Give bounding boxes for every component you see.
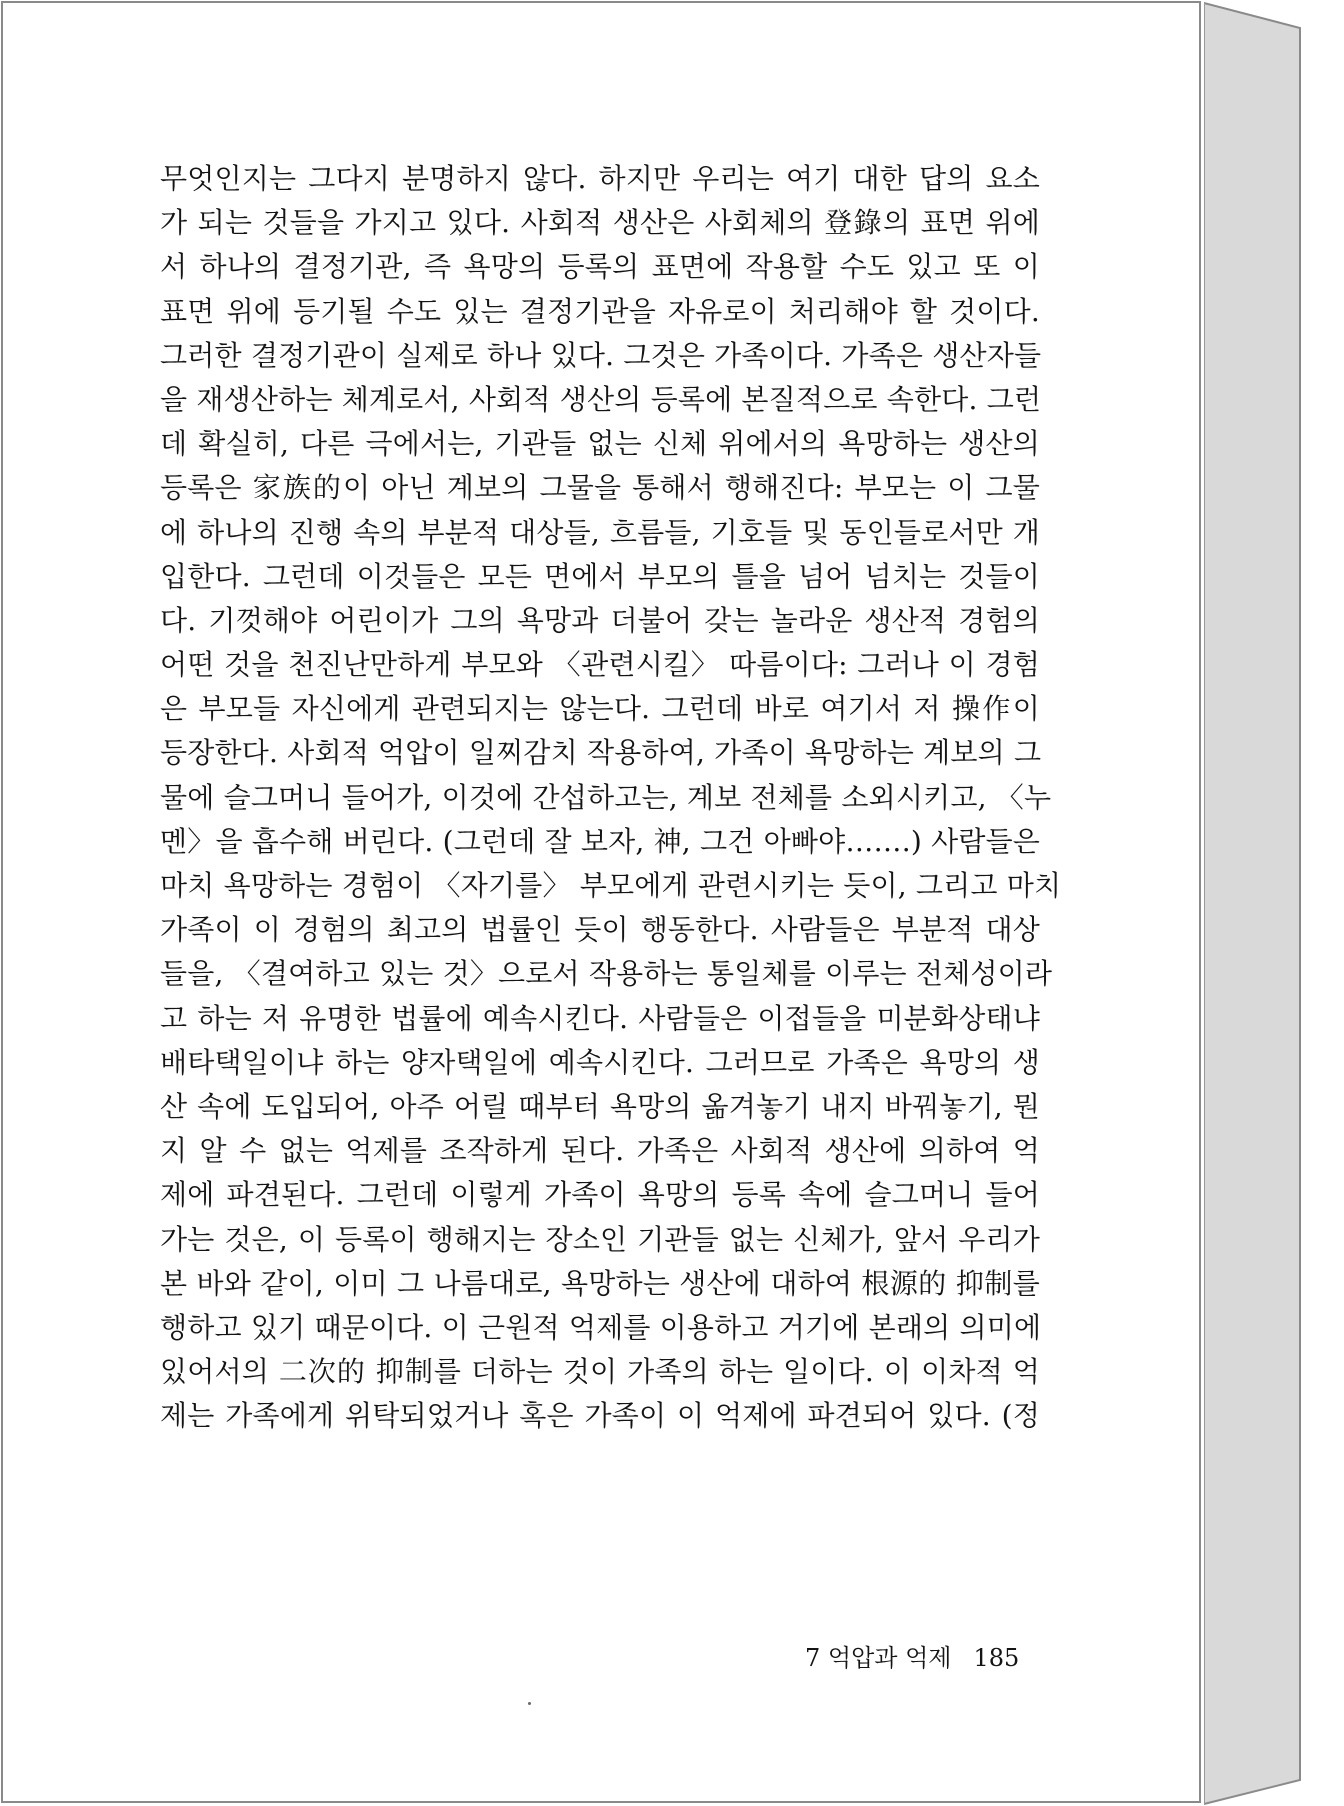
footer-chapter-title: 7 억압과 억제: [805, 1644, 952, 1672]
scan-speck: [528, 1702, 531, 1705]
text-line: 있어서의 二次的 抑制를 더하는 것이 가족의 하는 일이다. 이 이차적 억: [160, 1355, 1040, 1389]
text-line: 은 부모들 자신에게 관련되지는 않는다. 그런데 바로 여기서 저 操作이: [160, 692, 1040, 726]
text-line: 등장한다. 사회적 억압이 일찌감치 작용하여, 가족이 욕망하는 계보의 그: [160, 736, 1042, 770]
text-line: 들을, 〈결여하고 있는 것〉으로서 작용하는 통일체를 이루는 전체성이라: [160, 957, 1053, 991]
text-line: 제는 가족에게 위탁되었거나 혹은 가족이 이 억제에 파견되어 있다. (정: [160, 1399, 1040, 1433]
text-line: 가는 것은, 이 등록이 행해지는 장소인 기관들 없는 신체가, 앞서 우리가: [160, 1222, 1040, 1256]
text-line: 다. 기껏해야 어린이가 그의 욕망과 더불어 갖는 놀라운 생산적 경험의: [160, 603, 1040, 637]
body-text: [160, 157, 1062, 1438]
text-line: 입한다. 그런데 이것들은 모든 면에서 부모의 틀을 넘어 넘치는 것들이: [160, 559, 1040, 593]
text-line: 어떤 것을 천진난만하게 부모와 〈관련시킬〉 따름이다: 그러나 이 경험: [160, 648, 1040, 682]
text-line: 데 확실히, 다른 극에서는, 기관들 없는 신체 위에서의 욕망하는 생산의: [160, 427, 1040, 461]
text-line: 등록은 家族的이 아닌 계보의 그물을 통해서 행해진다: 부모는 이 그물: [160, 471, 1040, 505]
text-line: 멘〉을 흡수해 버린다. (그런데 잘 보자, 神, 그건 아빠야…….) 사람들은: [160, 824, 1041, 858]
text-line: 그러한 결정기관이 실제로 하나 있다. 그것은 가족이다. 가족은 생산자들: [160, 338, 1042, 372]
text-line: 가 되는 것들을 가지고 있다. 사회적 생산은 사회체의 登錄의 표면 위에: [160, 206, 1040, 240]
text-line: 산 속에 도입되어, 아주 어릴 때부터 욕망의 옮겨놓기 내지 바꿔놓기, 뭔: [160, 1089, 1040, 1123]
text-line: 제에 파견된다. 그런데 이렇게 가족이 욕망의 등록 속에 슬그머니 들어: [160, 1178, 1040, 1212]
text-line: 을 재생산하는 체계로서, 사회적 생산의 등록에 본질적으로 속한다. 그런: [160, 382, 1042, 416]
text-line: 배타택일이냐 하는 양자택일에 예속시킨다. 그러므로 가족은 욕망의 생: [160, 1045, 1040, 1079]
text-line: 물에 슬그머니 들어가, 이것에 간섭하고는, 계보 전체를 소외시키고, 〈누: [160, 780, 1052, 814]
text-line: 마치 욕망하는 경험이 〈자기를〉 부모에게 관련시키는 듯이, 그리고 마치: [160, 869, 1062, 902]
text-line: 표면 위에 등기될 수도 있는 결정기관을 자유로이 처리해야 할 것이다.: [160, 294, 1040, 328]
text-line: 행하고 있기 때문이다. 이 근원적 억제를 이용하고 거기에 본래의 의미에: [160, 1310, 1042, 1344]
text-line: 고 하는 저 유명한 법률에 예속시킨다. 사람들은 이접들을 미분화상태냐: [160, 1001, 1040, 1035]
page-number: 185: [973, 1644, 1020, 1672]
text-line: 본 바와 같이, 이미 그 나름대로, 욕망하는 생산에 대하여 根源的 抑制를: [160, 1266, 1040, 1300]
running-footer: [805, 1638, 1019, 1673]
text-line: 가족이 이 경험의 최고의 법률인 듯이 행동한다. 사람들은 부분적 대상: [160, 913, 1040, 947]
text-line: 지 알 수 없는 억제를 조작하게 된다. 가족은 사회적 생산에 의하여 억: [160, 1134, 1040, 1168]
text-line: 무엇인지는 그다지 분명하지 않다. 하지만 우리는 여기 대한 답의 요소: [160, 162, 1040, 195]
text-line: 서 하나의 결정기관, 즉 욕망의 등록의 표면에 작용할 수도 있고 또 이: [160, 250, 1040, 284]
text-line: 에 하나의 진행 속의 부분적 대상들, 흐름들, 기호들 및 동인들로서만 개: [160, 515, 1040, 549]
